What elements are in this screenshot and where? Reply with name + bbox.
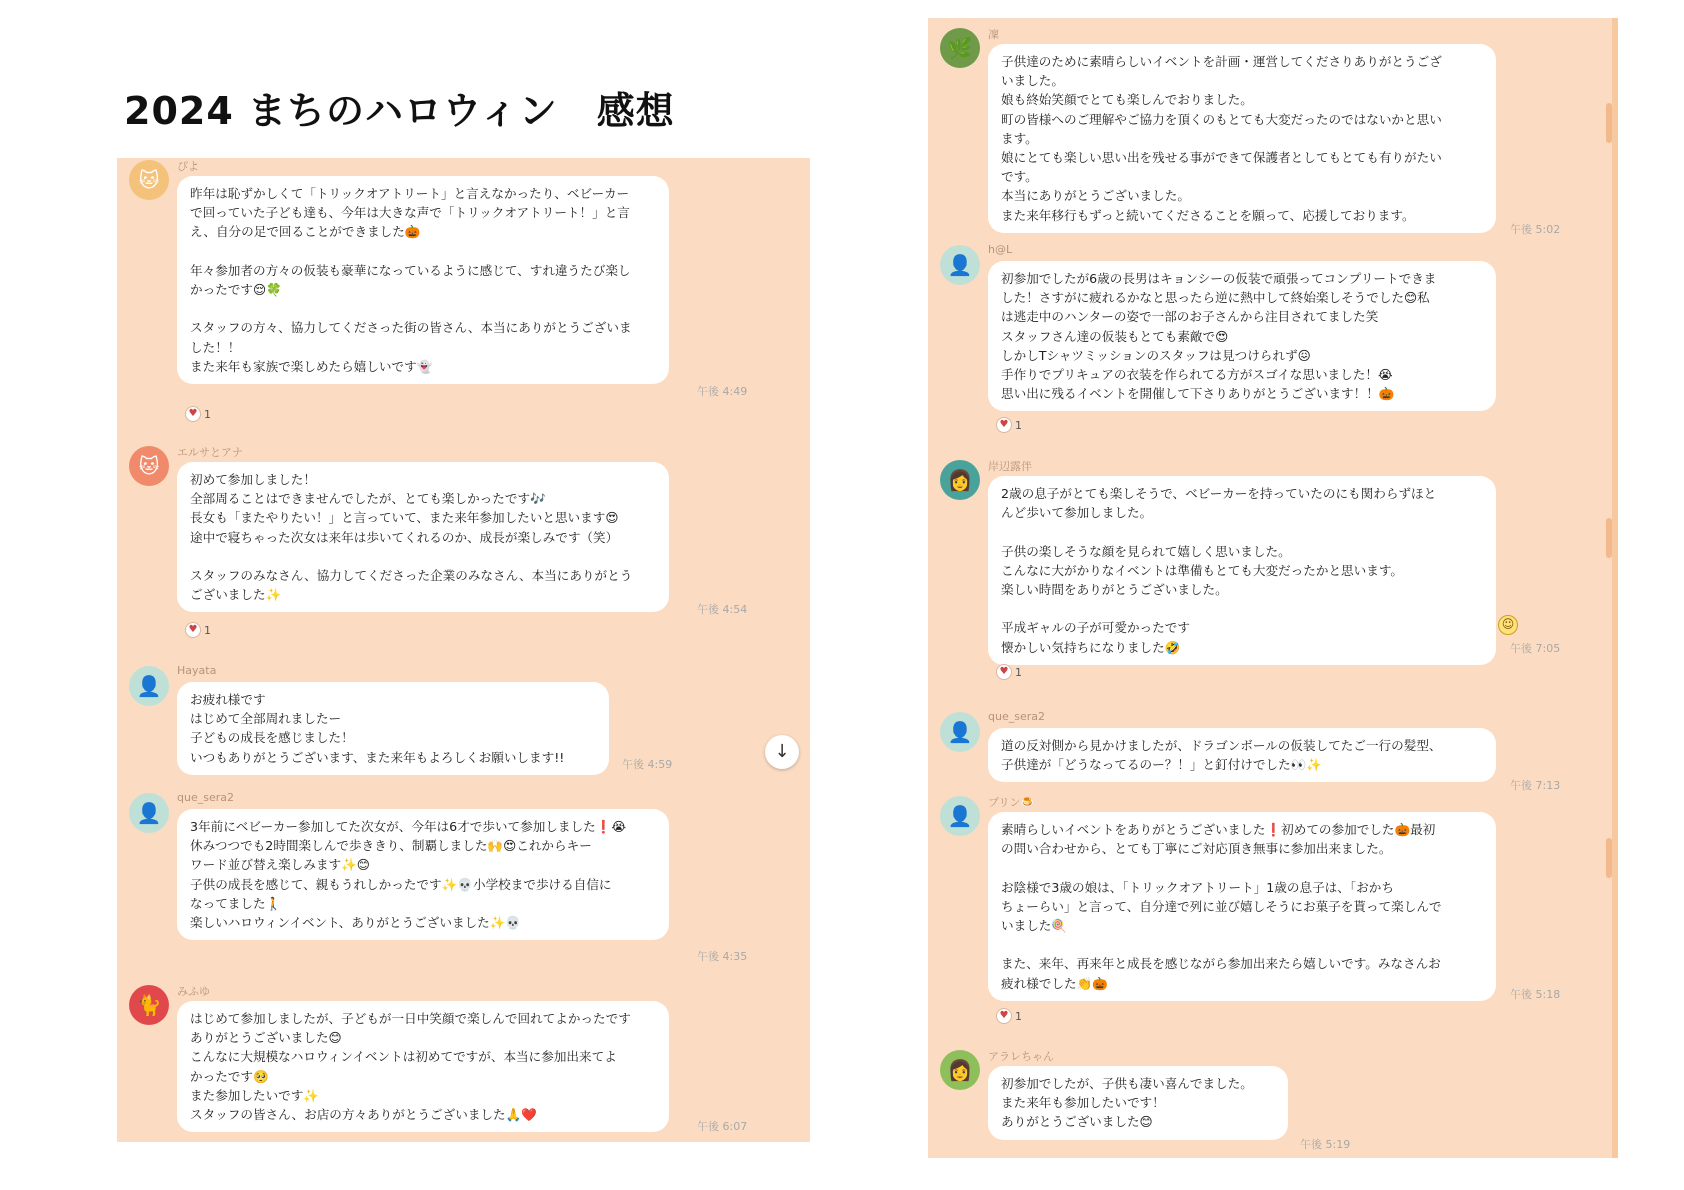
message-time: 午後 6:07: [697, 1120, 748, 1133]
heart-icon: ♥: [185, 622, 201, 638]
scrollbar-thumb[interactable]: [1606, 518, 1612, 558]
message-bubble: 子供達のために素晴らしいイベントを計画・運営してくださりありがとうござ いました。 娘も終始笑顔でとても楽しんでおりました。 町の皆様へのご理解やご協力を頂くのもとても大変だったのではないかと思い ます。 娘にとても楽しい思い出を残せる事ができて保護者としてもとても有りがたい です。 本当にありがとうございました。 また来年移行もずっと続いてくださることを願って、応援しております。: [988, 44, 1496, 233]
message-bubble: 初参加でしたが、子供も凄い喜んでました。 また来年も参加したいです！ ありがとうございました😊: [988, 1066, 1288, 1140]
message-time: 午後 4:59: [622, 758, 673, 771]
page-title: 2024 まちのハロウィン 感想: [124, 89, 675, 133]
reaction-count: 1: [1015, 418, 1022, 432]
message-time: 午後 4:54: [697, 603, 748, 616]
sender-name: 岸辺露伴: [988, 460, 1032, 473]
chat-panel-right[interactable]: [928, 18, 1618, 1158]
reaction-badge[interactable]: [996, 1008, 1022, 1024]
person-icon[interactable]: 👤: [129, 793, 169, 833]
sender-name: ぴよ: [177, 160, 199, 173]
message-time: 午後 7:05: [1510, 642, 1561, 655]
heart-icon: ♥: [996, 664, 1012, 680]
person-icon[interactable]: 👤: [129, 666, 169, 706]
heart-icon: ♥: [996, 1008, 1012, 1024]
sender-name: エルサとアナ: [177, 446, 243, 459]
cat-icon[interactable]: 🐈: [129, 985, 169, 1025]
person-icon[interactable]: 👤: [940, 712, 980, 752]
message-bubble: 昨年は恥ずかしくて「トリックオアトリート」と言えなかったり、ベビーカー で回っていた子ども達も、今年は大きな声で「トリックオアトリート！」と言 え、自分の足で回ることができました🎃 年々参加者の方々の仮装も豪華になっているように感じて、すれ違うたび楽し かったです😌🍀 スタッフの方々、協力してくださった街の皆さん、本当にありがとうございま した！！ また来年も家族で楽しめたら嬉しいです👻: [177, 176, 669, 384]
scrollbar-thumb[interactable]: [1606, 103, 1612, 143]
leaf-icon[interactable]: 🌿: [940, 28, 980, 68]
cat-icon[interactable]: 🐱: [129, 160, 169, 200]
scrollbar-thumb[interactable]: [1606, 838, 1612, 878]
sender-name: que_sera2: [177, 791, 234, 804]
sender-name: Hayata: [177, 664, 217, 677]
sender-name: アラレちゃん: [988, 1050, 1054, 1063]
sender-name: プリン🍮: [988, 796, 1035, 809]
heart-icon: ♥: [185, 406, 201, 422]
smile-icon[interactable]: ☺: [1498, 615, 1518, 635]
message-bubble: 初めて参加しました！ 全部周ることはできませんでしたが、とても楽しかったです🎶 長女も「またやりたい！」と言っていて、また来年参加したいと思います😍 途中で寝ちゃった次女は来年は歩いてくれるのか、成長が楽しみです（笑） スタッフのみなさん、協力してくださった企業のみなさん、本当にありがとう ございました✨: [177, 462, 669, 612]
reaction-badge[interactable]: [996, 417, 1022, 433]
reaction-count: 1: [204, 407, 211, 421]
message-bubble: 道の反対側から見かけましたが、ドラゴンボールの仮装してたご一行の髪型、 子供達が「どうなってるのー？！」と釘付けでした👀✨: [988, 728, 1496, 782]
reaction-badge[interactable]: [996, 664, 1022, 680]
message-time: 午後 4:35: [697, 950, 748, 963]
person-icon[interactable]: 👤: [940, 796, 980, 836]
message-bubble: はじめて参加しましたが、子どもが一日中笑顔で楽しんで回れてよかったです ありがとうございました😊 こんなに大規模なハロウィンイベントは初めてですが、本当に参加出来てよ かったです🥺 また参加したいです✨ スタッフの皆さん、お店の方々ありがとうございました🙏❤️: [177, 1001, 669, 1132]
message-time: 午後 5:18: [1510, 988, 1561, 1001]
message-time: 午後 5:02: [1510, 223, 1561, 236]
message-time: 午後 5:19: [1300, 1138, 1351, 1151]
person-icon[interactable]: 👤: [940, 245, 980, 285]
message-bubble: 素晴らしいイベントをありがとうございました❗初めての参加でした🎃最初 の問い合わせから、とても丁寧にご対応頂き無事に参加出来ました。 お陰様で3歳の娘は、「トリックオアトリート」1歳の息子は、「おかち ちょーらい」と言って、自分達で列に並び嬉しそうにお菓子を貰って楽しんで いました🍭 また、来年、再来年と成長を感じながら参加出来たら嬉しいです。みなさんお 疲れ様でした👏🎃: [988, 812, 1496, 1001]
sender-name: que_sera2: [988, 710, 1045, 723]
message-bubble: 2歳の息子がとても楽しそうで、ベビーカーを持っていたのにも関わらずほと んど歩いて参加しました。 子供の楽しそうな顔を見られて嬉しく思いました。 こんなに大がかりなイベントは準備もとても大変だったかと思います。 楽しい時間をありがとうございました。 平成ギャルの子が可愛かったです 懐かしい気持ちになりました🤣: [988, 476, 1496, 665]
message-bubble: 3年前にベビーカー参加してた次女が、今年は6才で歩いて参加しました❗😭 休みつつでも2時間楽しんで歩ききり、制覇しました🙌😍これからキー ワード並び替え楽しみます✨😊 子供の成長を感じて、親もうれしかったです✨💀小学校まで歩ける自信に なってました🚶 楽しいハロウィンイベント、ありがとうございました✨💀: [177, 809, 669, 940]
message-bubble: お疲れ様です はじめて全部周れましたー 子どもの成長を感じました！ いつもありがとうございます、また来年もよろしくお願いします!!: [177, 682, 609, 775]
reaction-badge[interactable]: [185, 622, 211, 638]
face-icon[interactable]: 👩: [940, 460, 980, 500]
sender-name: みふゆ: [177, 985, 210, 998]
sender-name: h@L: [988, 243, 1013, 256]
face-icon[interactable]: 👩: [940, 1050, 980, 1090]
message-time: 午後 7:13: [1510, 779, 1561, 792]
heart-icon: ♥: [996, 417, 1012, 433]
chat-panel-left[interactable]: [117, 158, 810, 1142]
sender-name: 凜: [988, 28, 999, 41]
message-bubble: 初参加でしたが6歳の長男はキョンシーの仮装で頑張ってコンプリートできま した！さすがに疲れるかなと思ったら逆に熱中して終始楽しそうでした😊私 は逃走中のハンターの姿で一部のお子さんから注目されてました笑 スタッフさん達の仮装もとても素敵で😍 しかしTシャツミッションのスタッフは見つけられず😖 手作りでプリキュアの衣装を作られてる方がスゴイな思いました！😭 思い出に残るイベントを開催して下さりありがとうございます！！🎃: [988, 261, 1496, 411]
cat-icon[interactable]: 🐱: [129, 446, 169, 486]
reaction-count: 1: [204, 623, 211, 637]
reaction-count: 1: [1015, 665, 1022, 679]
message-time: 午後 4:49: [697, 385, 748, 398]
reaction-count: 1: [1015, 1009, 1022, 1023]
reaction-badge[interactable]: [185, 406, 211, 422]
arrow-down-icon[interactable]: ↓: [765, 735, 799, 769]
